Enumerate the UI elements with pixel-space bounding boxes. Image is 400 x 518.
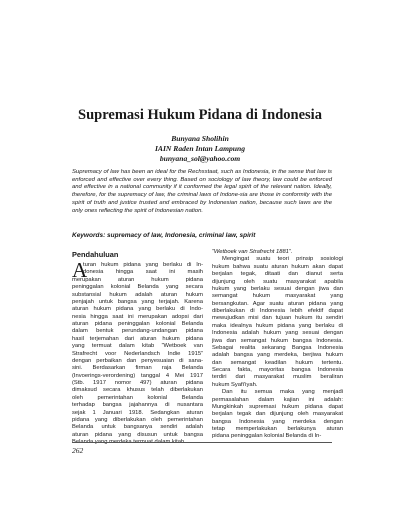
body-line: dengan perbaikan dan penyesuaian di sana- [72,357,203,364]
page-number: 262 [72,446,84,455]
body-line: oleh pemerintahan kolonial Belanda [72,394,203,401]
body-line: Secara fakta, mayoritas bangsa Indonesia [212,367,343,373]
body-line: pidana yang diberlakukan oleh pemerintahan [72,416,203,423]
body-line: tetap memperlakukan berlakunya aturan [212,426,343,432]
body-line: aturan pidana peninggalan kolonial Belanda [72,321,203,327]
body-line: Dan itu semua maka yang menjadi [222,389,343,396]
body-line: Sebagai realita sekarang Bangsa Indonesia [212,344,343,351]
body-line: bangsa Indonesia yang merdeka dengan [212,418,343,425]
body-line: mewujudkan misi dan tujuan hukum itu sendiri [212,315,343,322]
body-column-left [72,258,203,446]
keywords: Keywords: supremacy of law, Indonesia, criminal law, spirit [72,232,256,239]
body-line: sejak 1 Januari 1918. Sedangkan aturan [72,409,203,416]
body-line: “Wetboek van Strafrecht 1881”. [212,249,293,255]
body-line: terhadap bangsa jajahannya di nusantara [72,402,203,409]
body-line: dan semangat keadilan hukum tertentu. [212,359,343,366]
body-line: jiwa dan semangat hukum bangsa Indonesia. [212,337,343,344]
author-email: bunyana_sol@yahoo.com [159,154,241,163]
body-line: Mengingat suatu teori prinsip sosiologi [222,256,343,263]
body-line: Strafrecht voor Nederlandsch Indie 1915” [72,350,203,357]
body-line: sini. Berdasarkan firman raja Belanda [72,365,203,372]
body-line: semangat hukum masyarakat yang [212,293,343,300]
footer-rule [72,442,332,443]
body-line: (Invoerings-verordening) tanggal 4 Mei 1917 [72,372,203,379]
body-line: donesia hingga saat ini masih [83,269,203,276]
body-line: dimaksud secara khusus telah diberlakukan [72,387,203,394]
body-line: bersangkutan. Agar suatu aturan pidana yang [212,300,343,307]
body-line: terdiri dari masyarakat muslim beraliran [212,374,343,381]
body-line: peninggalan kolonial Belanda yang secara [72,284,203,291]
author-block [0,134,400,164]
body-line: penjajah untuk bangsa yang terjajah. Karena [72,298,203,305]
body-line: adalah bangsa yang merdeka, berjiwa hukum [212,352,343,359]
author-name: Bunyana Sholihin [171,134,229,143]
article-title: Supremasi Hukum Pidana di Indonesia [78,107,322,123]
body-line: turan hukum pidana yang berlaku di In- [83,262,203,268]
body-line: (Stb. 1917 nomor 497) aturan pidana [72,380,203,386]
body-line: Belanda untuk bangsanya sendiri adalah [72,424,203,431]
section-heading: Pendahuluan [72,250,119,259]
body-line: yang termuat dalam kitab “Wetboek van [72,343,203,350]
body-line: permasalahan dalam kajian ini adalah: [212,396,343,403]
body-line: pidana peninggalan kolonial Belanda di In- [212,433,322,440]
body-line: substansial hukum adalah aturan hukum [72,291,203,298]
body-line: aturan pidana yang disusun untuk bangsa [72,431,203,438]
body-line: berjalan tegak, ditaati dan dianut serta [212,271,343,278]
body-line: Mungkinkah supremasi hukum pidana dapat [212,403,343,410]
body-line: diberlakukan di Indonesia lebih efektif dapat [212,308,343,314]
author-affiliation: IAIN Raden Intan Lampung [154,144,246,153]
body-line: nesia hingga saat ini merupakan adopsi dari [72,313,203,320]
body-line: Belanda yang merdeka termuat dalam kitab [72,439,185,445]
body-line: hukum bahwa suatu aturan hukum akan dapat [212,263,343,270]
abstract: Supremacy of law has been an ideal for the Rechsstaat, such as Indonesia, in the sense that law is enforced and effective over every thing. Based on sociology of law theory, law could be enforced and effective in a national community if it conformed the legal spirit of the relevant nation. Ideally, therefore, for the supremacy of law, the criminal laws of Indone-sia are those in conformity with the spirit of truth and justice trusted and embraced by Indonesian nation, because such laws are the only ones reflecting the spirit of Indonesian nation. [72,169,332,214]
body-line: hasil terjemahan dari aturan hukum pidana [72,335,203,342]
body-line: berjalan tegak dan dijunjung oleh masyarakat [212,411,343,418]
body-line: aturan hukum pidana yang berlaku di Indo- [72,306,203,313]
body-line: hukum Syafi’iyah. [212,381,258,388]
body-column-right [212,249,343,441]
drop-cap: A [72,258,88,282]
body-line: hukum yang berlaku sesuai dengan jiwa dan [212,285,343,292]
body-line: maka idealnya hukum pidana yang berlaku di [212,322,343,329]
body-line: merupakan aturan hukum pidana [72,276,203,283]
body-line: dijunjung oleh suatu masyarakat apabila [212,278,343,285]
body-line: Indonesia adalah hukum yang sesuai dengan [212,330,343,337]
body-line: dalam bentuk perundang-undangan pidana [72,328,203,335]
